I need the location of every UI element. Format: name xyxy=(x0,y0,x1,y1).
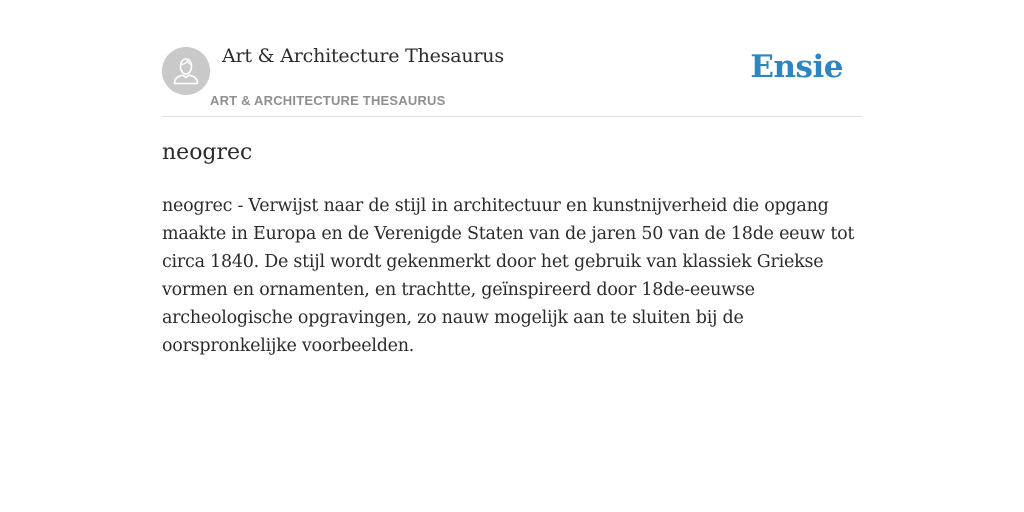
entry-term: neogrec xyxy=(162,140,253,165)
source-title-link[interactable]: Art & Architecture Thesaurus xyxy=(222,45,504,67)
entry-card xyxy=(162,0,862,356)
person-outline-icon xyxy=(162,47,210,95)
entry-header xyxy=(162,0,862,117)
user-avatar-icon[interactable] xyxy=(162,47,210,95)
ensie-logo[interactable]: Ensie xyxy=(750,49,843,85)
source-subtitle[interactable]: ART & ARCHITECTURE THESAURUS xyxy=(210,93,446,108)
entry-definition: neogrec - Verwijst naar de stijl in architectuur en kunstnijverheid die opgang maakte in Europa en de Verenigde Staten van de jaren 50 van de 18de eeuw tot circa 1840. De stijl wordt gekenmerkt door het gebruik van klassiek Griekse vormen en ornamenten, en trachtte, geïnspireerd door 18de-eeuwse archeologische opgravingen, zo nauw mogelijk aan te sluiten bij de oorspronkelijke voorbeelden. xyxy=(162,196,855,356)
